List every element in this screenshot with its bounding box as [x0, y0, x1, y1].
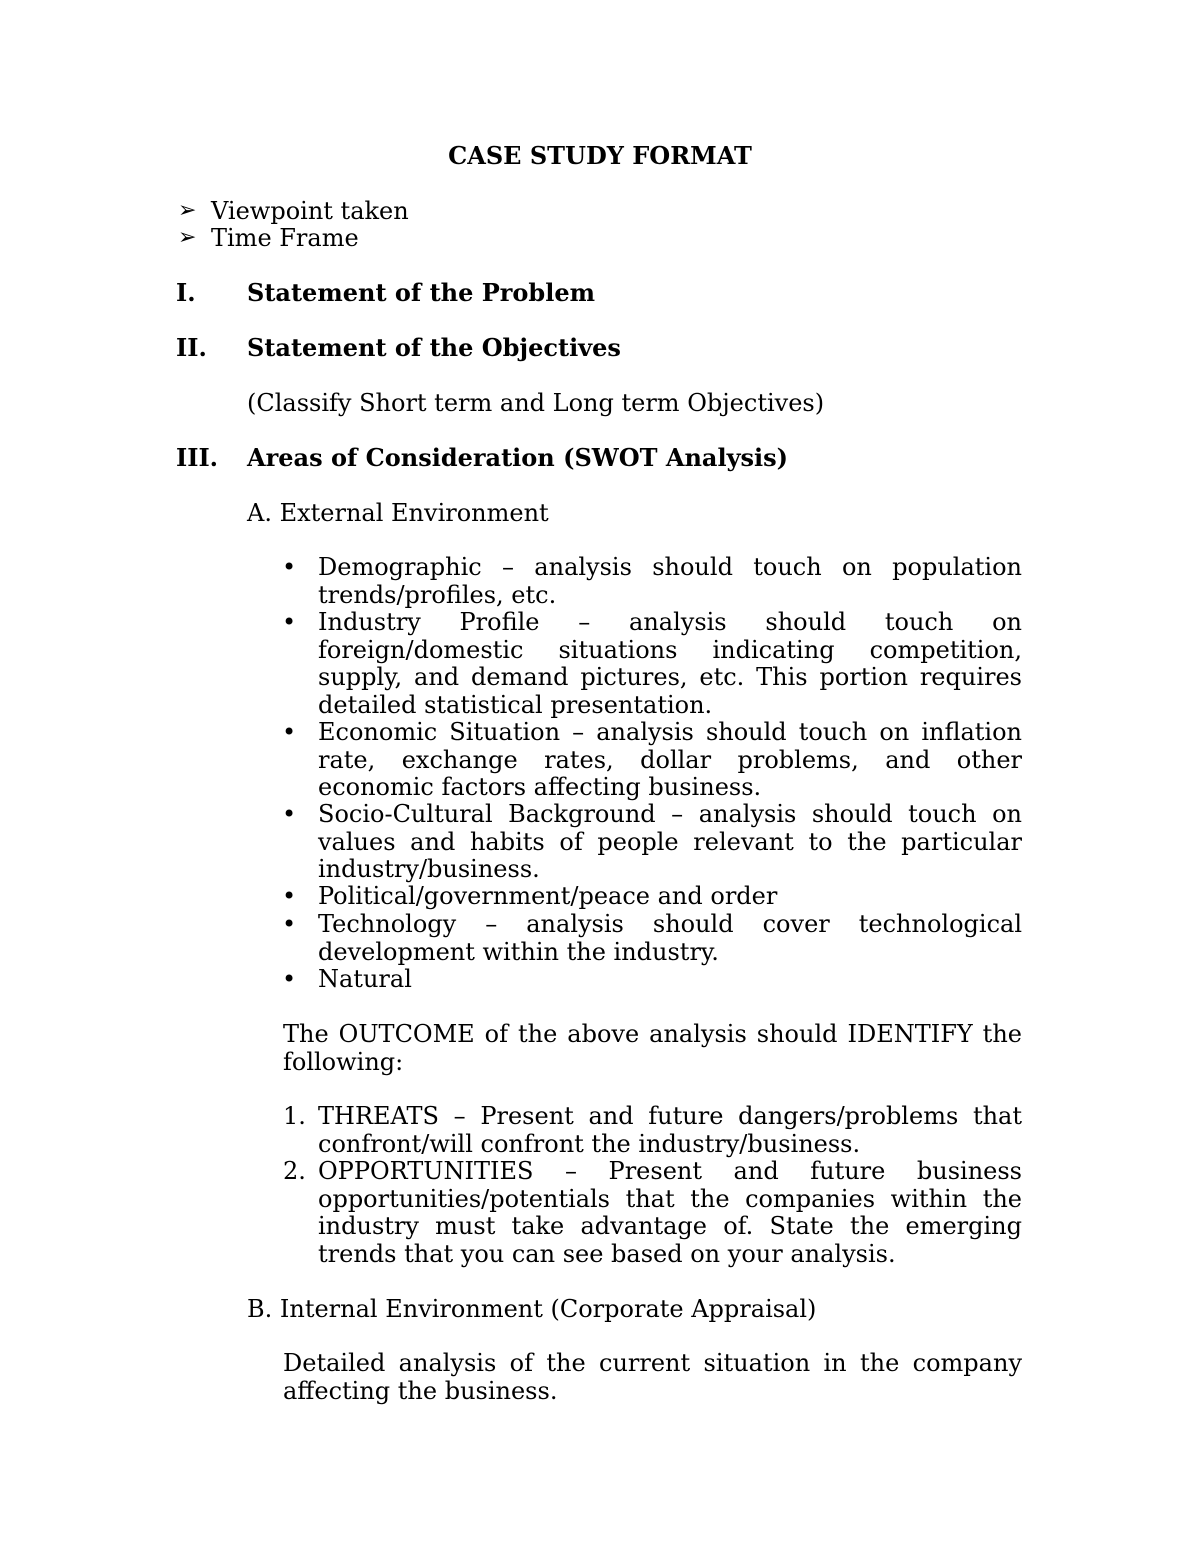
bullet-industry-profile: Industry Profile – analysis should touch on foreign/domestic situations indicating competition, supply, and demand pictures, etc. This portion requires detailed statistical presentation.	[318, 608, 1022, 719]
bullet-icon: •	[282, 882, 297, 910]
internal-environment-heading: B. Internal Environment (Corporate Appraisal)	[247, 1295, 817, 1323]
section-number: II.	[176, 333, 207, 362]
section-number: III.	[176, 443, 219, 472]
arrow-bullet-icon: ➢	[178, 225, 197, 250]
bullet-icon: •	[282, 553, 297, 581]
bullet-economic-situation: Economic Situation – analysis should touch on inflation rate, exchange rates, dollar problems, and other economic factors affecting business.	[318, 718, 1022, 801]
bullet-icon: •	[282, 718, 297, 746]
outcome-opportunities: OPPORTUNITIES – Present and future business opportunities/potentials that the companies within the industry must take advantage of. State the emerging trends that you can see based on your analysis.	[318, 1157, 1022, 1268]
outcome-intro: The OUTCOME of the above analysis should IDENTIFY the following:	[283, 1020, 1022, 1076]
section-title: Statement of the Objectives	[247, 333, 621, 362]
bullet-icon: •	[282, 608, 297, 636]
bullet-socio-cultural: Socio-Cultural Background – analysis should touch on values and habits of people relevant to the particular industry/business.	[318, 800, 1022, 883]
arrow-bullet-icon: ➢	[178, 198, 197, 223]
bullet-demographic: Demographic – analysis should touch on population trends/profiles, etc.	[318, 553, 1022, 609]
list-item-text: Time Frame	[211, 224, 359, 252]
bullet-technology: Technology – analysis should cover technological development within the industry.	[318, 910, 1022, 966]
section-number: I.	[176, 278, 196, 307]
objectives-note: (Classify Short term and Long term Objectives)	[247, 389, 825, 417]
page-title: CASE STUDY FORMAT	[448, 141, 752, 170]
list-number: 2.	[283, 1157, 306, 1185]
bullet-icon: •	[282, 910, 297, 938]
section-title: Statement of the Problem	[247, 278, 595, 307]
list-number: 1.	[283, 1102, 306, 1130]
list-item-text: Viewpoint taken	[211, 197, 409, 225]
bullet-icon: •	[282, 965, 297, 993]
external-environment-heading: A. External Environment	[247, 499, 549, 527]
outcome-threats: THREATS – Present and future dangers/problems that confront/will confront the industry/business.	[318, 1102, 1022, 1158]
bullet-icon: •	[282, 800, 297, 828]
internal-environment-text: Detailed analysis of the current situation in the company affecting the business.	[283, 1349, 1022, 1405]
section-title: Areas of Consideration (SWOT Analysis)	[247, 443, 789, 472]
bullet-political: Political/government/peace and order	[318, 882, 778, 910]
bullet-natural: Natural	[318, 965, 412, 993]
